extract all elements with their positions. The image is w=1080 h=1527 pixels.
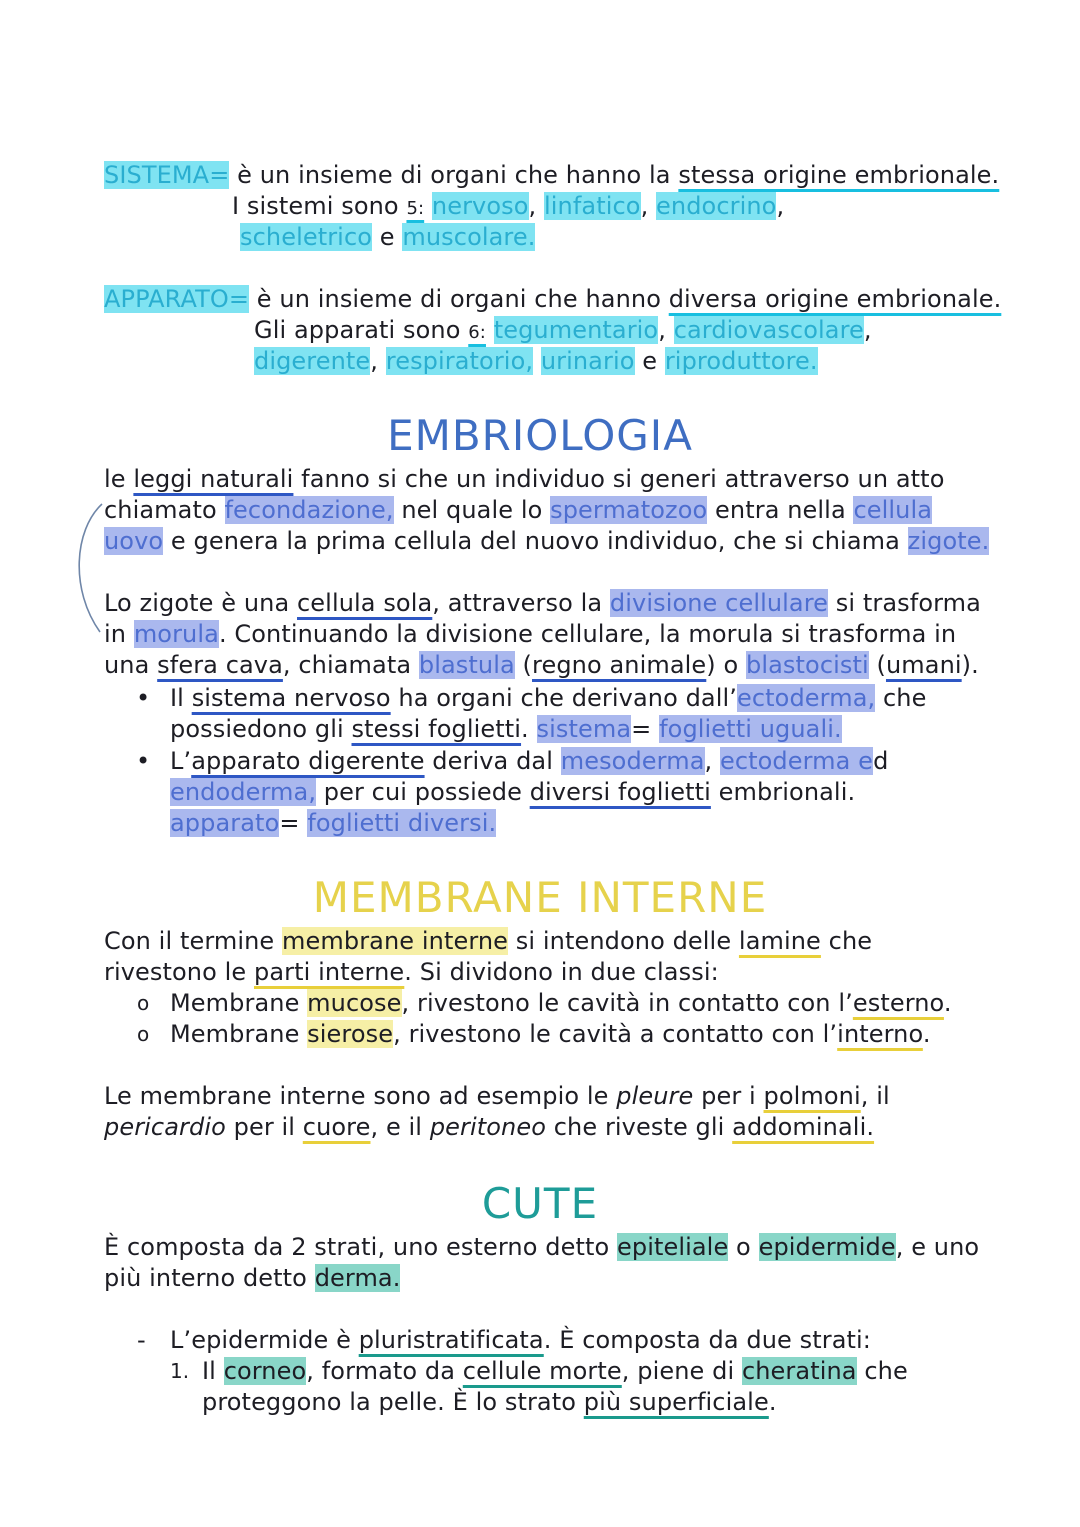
sistema-item: muscolare. [402,223,536,251]
underlined-text: sfera cava [157,651,283,679]
text: L’epidermide è [170,1326,359,1354]
text: proteggono la pelle. È lo strato [202,1388,584,1416]
underlined-text: polmoni [763,1082,861,1110]
sep: , [640,192,657,220]
underlined-text: sistema nervoso [191,684,391,712]
cute-p1-line-2 [104,1263,400,1294]
underlined-text: più superficiale [583,1388,769,1416]
highlight: ectoderma, [737,684,876,712]
text: Lo zigote è una [104,589,298,617]
highlight: spermatozoo [550,496,708,524]
text: che [820,927,873,955]
count: 5: [406,198,425,219]
space [486,316,494,344]
underlined-text: interno [837,1020,923,1048]
text: per il [225,1113,303,1141]
text: Con il termine [104,927,283,955]
sep: , [370,347,386,375]
underlined-text: umani [885,651,962,679]
text: è un insieme di organi che hanno la [229,161,679,189]
text: ( [868,651,886,679]
cute-n1-line-2 [202,1387,777,1418]
highlight: foglietti uguali. [659,715,842,743]
text: . [768,1388,777,1416]
text: rivestono le [104,958,254,986]
underlined-text: diversi foglietti [529,778,711,806]
apparato-item: tegumentario [493,316,659,344]
text: chiamato [104,496,225,524]
highlight: cheratina [741,1357,857,1385]
text: in [104,620,134,648]
highlight: epiteliale [617,1233,729,1261]
highlight: morula [133,620,219,648]
text: embrionali. [710,778,856,806]
apparato-item: riproduttore. [664,347,818,375]
text: , [704,747,720,775]
text: possiedono gli [170,715,352,743]
memb-p1-line-1 [104,926,872,957]
sep: , [863,316,872,344]
text: nel quale lo [393,496,551,524]
bullet-dot: • [136,747,151,775]
sistema-item: endocrino [656,192,777,220]
highlight: divisione cellulare [609,589,829,617]
text: si intendono delle [508,927,739,955]
text: Membrane [170,989,308,1017]
text: e genera la prima cellula del nuovo individuo, che si chiama [163,527,908,555]
text: Gli apparati sono [254,316,469,344]
highlight: sistema [536,715,632,743]
text: ) o [706,651,747,679]
text: . [943,989,952,1017]
highlight: mucose [307,989,402,1017]
text: . Continuando la divisione cellulare, la morula si trasforma in [218,620,957,648]
highlight: corneo [223,1357,307,1385]
memb-o1 [170,988,952,1019]
embr-b2-line-3 [170,808,496,839]
text: , e il [370,1113,430,1141]
underlined-text: stessi foglietti [351,715,522,743]
text: = [631,715,660,743]
apparato-item: digerente [254,347,371,375]
text: È composta da 2 strati, uno esterno detto [104,1233,617,1261]
text: d [873,747,889,775]
embr-p2-line-2 [104,619,956,650]
highlight: zigote. [907,527,990,555]
text: si trasforma [828,589,981,617]
text: , attraverso la [432,589,610,617]
conj: e [372,223,403,251]
text: , rivestono le cavità a contatto con l’ [393,1020,838,1048]
text: deriva dal [424,747,561,775]
section-title-cute: CUTE [481,1179,599,1228]
apparato-term: APPARATO= [104,285,250,313]
underlined-text: lamine [738,927,821,955]
text: ha organi che derivano dall’ [390,684,738,712]
sistema-item: nervoso [431,192,529,220]
memb-p1-line-2 [104,957,719,988]
text: . È composta da due strati: [543,1326,871,1354]
memb-p2-line-2 [104,1112,874,1143]
embr-p1-line-2 [104,495,932,526]
cute-d1 [170,1325,871,1356]
bullet-dot: • [136,684,151,712]
text: che [875,684,927,712]
underlined-text: cellule morte [462,1357,622,1385]
text: le [104,465,134,493]
embr-p2-line-3 [104,650,979,681]
apparato-line-2 [254,315,872,348]
memb-o2 [170,1019,931,1050]
conj: e [634,347,665,375]
text: , chiamata [282,651,419,679]
embr-b1-line-2 [170,714,842,745]
text: Membrane [170,1020,308,1048]
underlined-text: cellula sola [297,589,433,617]
underlined-text: pluristratificata [358,1326,544,1354]
underlined-text: addominali. [732,1113,875,1141]
italic-term: peritoneo [429,1113,547,1141]
highlight: foglietti diversi. [307,809,497,837]
text: . Si dividono in due classi: [404,958,719,986]
text: Le membrane interne sono ad esempio le [104,1082,617,1110]
sistema-item: scheletrico [240,223,373,251]
sistema-line-2 [232,191,784,224]
cute-n1-line-1 [202,1356,908,1387]
text: ). [961,651,979,679]
highlight: apparato [170,809,280,837]
sistema-term: SISTEMA= [104,161,230,189]
text: è un insieme di organi che hanno [249,285,669,313]
text: che [856,1357,908,1385]
highlight: fecondazione, [224,496,394,524]
underlined-text: apparato digerente [191,747,425,775]
italic-term: pericardio [104,1113,226,1141]
apparato-item: urinario [540,347,635,375]
text: più interno detto [104,1264,315,1292]
apparato-line-1 [104,284,1001,315]
text: L’ [170,747,192,775]
highlight: membrane interne [282,927,509,955]
section-title-embriologia: EMBRIOLOGIA [387,411,693,460]
sep: , [658,316,674,344]
text: , piene di [621,1357,742,1385]
italic-term: pleure [616,1082,694,1110]
bullet-circle: o [137,991,150,1015]
underlined-text: parti interne [254,958,405,986]
underlined-text: cuore [302,1113,371,1141]
text: = [279,809,308,837]
embr-p2-line-1 [104,588,981,619]
embr-b1-line-1 [170,683,926,714]
embr-b2-line-1 [170,746,888,777]
underlined-text: esterno [852,989,944,1017]
list-number: 1. [170,1359,190,1383]
highlight: uovo [104,527,164,555]
apparato-item: cardiovascolare [673,316,864,344]
text: entra nella [707,496,854,524]
highlight: blastocisti [746,651,869,679]
apparato-line-3 [254,346,818,377]
underlined-text: stessa origine embrionale. [678,161,1000,189]
text: , formato da [306,1357,463,1385]
text: Il [202,1357,224,1385]
underlined-text: regno animale [532,651,707,679]
text: I sistemi sono [232,192,407,220]
bullet-dash: - [137,1326,146,1354]
cute-p1-line-1 [104,1232,979,1263]
memb-p2-line-1 [104,1081,890,1112]
embr-p1-line-1 [104,464,944,495]
text: . [922,1020,931,1048]
highlight: mesoderma [560,747,705,775]
text: . [521,715,537,743]
embr-p1-line-3 [104,526,989,557]
highlight: derma. [314,1264,401,1292]
text: fanno si che un individuo si generi attraverso un atto [293,465,945,493]
embr-b2-line-2 [170,777,855,808]
sep: , [776,192,785,220]
sistema-line-3 [240,222,535,253]
highlight: blastula [418,651,515,679]
text: una [104,651,158,679]
sep [533,347,541,375]
highlight: endoderma, [170,778,317,806]
text: Il [170,684,192,712]
highlight: ectoderma e [719,747,874,775]
underlined-text: leggi naturali [133,465,294,493]
text: , e uno [895,1233,980,1261]
text: per i [693,1082,764,1110]
text: , rivestono le cavità in contatto con l’ [401,989,853,1017]
text: che riveste gli [546,1113,733,1141]
underlined-text: diversa origine embrionale. [668,285,1002,313]
section-title-membrane: MEMBRANE INTERNE [312,873,768,922]
text: ( [514,651,533,679]
text: per cui possiede [316,778,530,806]
text: , il [860,1082,890,1110]
apparato-item: respiratorio, [385,347,534,375]
bullet-circle: o [137,1022,150,1046]
sistema-line-1 [104,160,999,191]
sistema-item: linfatico [544,192,641,220]
space [424,192,432,220]
count: 6: [468,322,486,343]
highlight: cellula [853,496,933,524]
highlight: sierose [307,1020,394,1048]
text: o [728,1233,759,1261]
sep: , [528,192,544,220]
highlight: epidermide [758,1233,896,1261]
